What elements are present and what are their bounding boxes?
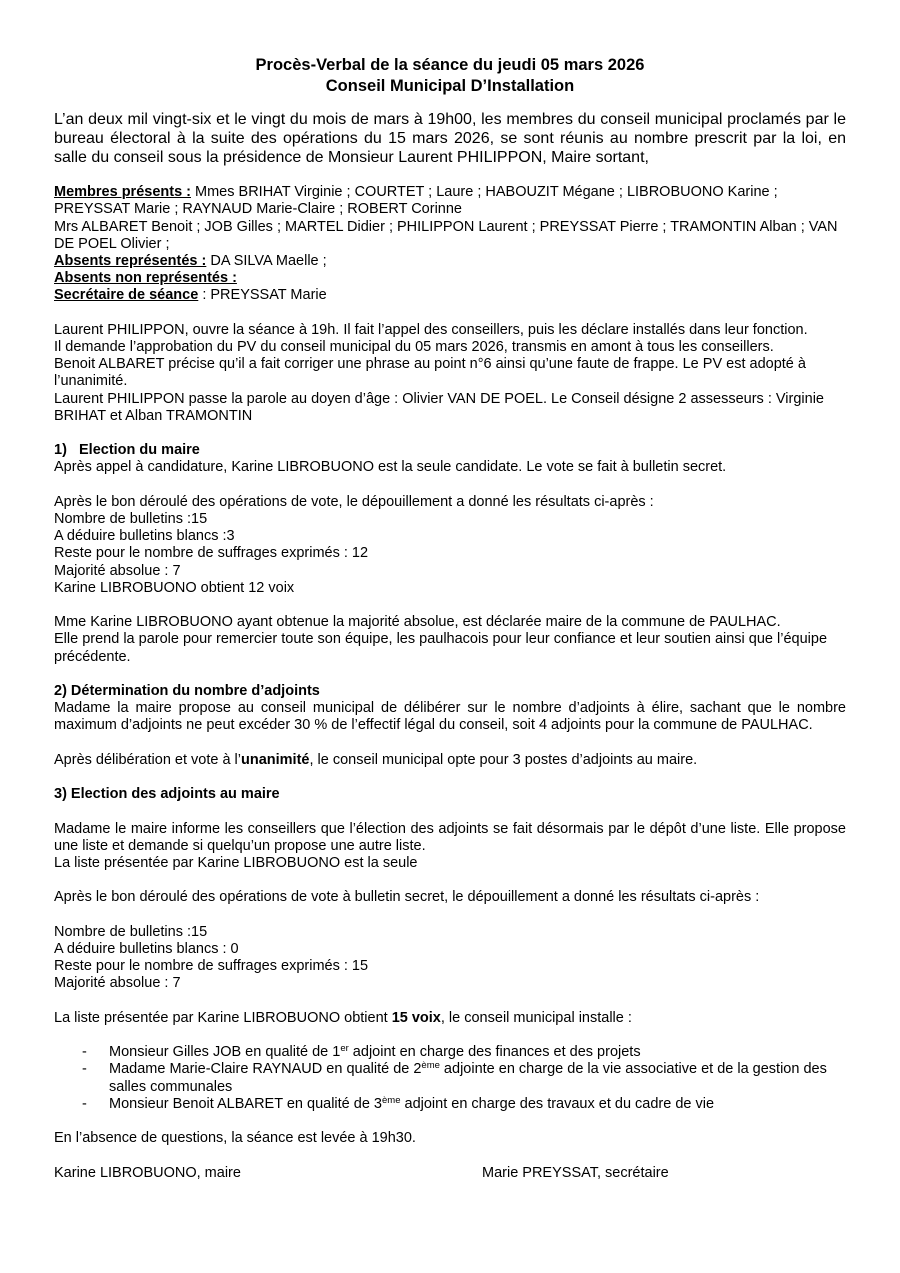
section-3-single-list: La liste présentée par Karine LIBROBUONO est la seule xyxy=(54,854,418,871)
represented-line xyxy=(54,253,846,270)
section-2-heading: 2) Détermination du nombre d’adjoints xyxy=(54,683,320,699)
section-1-candidacy: Après appel à candidature, Karine LIBROBUONO est la seule candidate. Le vote se fait à bulletin secret. xyxy=(54,459,727,476)
not-represented-line xyxy=(54,270,846,287)
section-1-title: Election du maire xyxy=(79,442,200,459)
intro-paragraph: L’an deux mil vingt-six et le vingt du mois de mars à 19h00, les membres du conseil municipal proclamés par le bureau électoral à la suite des opérations du 15 mars 2026, se sont réunis au nombre prescrit par la loi, en salle du conseil sous la présidence de Monsieur Laurent PHILIPPON, Maire sortant, xyxy=(54,111,846,166)
ordinal-suffix: ème xyxy=(382,1094,401,1106)
result-line: A déduire bulletins blancs :3 xyxy=(54,528,235,545)
opening-line-1: Laurent PHILIPPON, ouvre la séance à 19h. Il fait l’appel des conseillers, puis les déclare installés dans leur fonction. xyxy=(54,321,808,338)
secretary-line xyxy=(54,287,846,304)
signature-block xyxy=(54,1165,846,1182)
outcome-votes: 15 voix xyxy=(391,1009,441,1026)
not-represented-label: Absents non représentés : xyxy=(54,270,237,287)
present-men: Mrs ALBARET Benoit ; JOB Gilles ; MARTEL Didier ; PHILIPPON Laurent ; PREYSSAT Pierre ; TRAMONTIN Alban ; VAN DE POEL Olivier ; xyxy=(54,218,838,252)
section-1-thanks: Elle prend la parole pour remercier toute son équipe, les paulhacois pour leur confiance et leur soutien ainsi que l’équipe précédente. xyxy=(54,631,828,665)
section-1-number: 1) xyxy=(54,442,67,459)
section-2 xyxy=(54,683,846,769)
decision-text: Après délibération et vote à l’ xyxy=(54,751,241,768)
section-2-decision xyxy=(54,752,846,769)
result-line: A déduire bulletins blancs : 0 xyxy=(54,940,239,957)
page-title xyxy=(54,55,846,97)
title-line-1: Procès-Verbal de la séance du jeudi 05 mars 2026 xyxy=(255,56,645,74)
adjoint-role: adjointe en charge de la vie associative et de la gestion des salles communales xyxy=(109,1061,827,1095)
adjoint-text: Monsieur Gilles JOB en qualité de 1 xyxy=(109,1044,341,1061)
opening-line-4: Laurent PHILIPPON passe la parole au doyen d’âge : Olivier VAN DE POEL. Le Conseil désigne 2 assesseurs : Virginie BRIHAT et Alban TRAMONTIN xyxy=(54,390,824,424)
opening-line-2: Il demande l’approbation du PV du conseil municipal du 05 mars 2026, transmis en amont à tous les conseillers. xyxy=(54,339,774,355)
outcome-text-end: , le conseil municipal installe : xyxy=(440,1009,632,1026)
adjoint-role: adjoint en charge des finances et des projets xyxy=(348,1044,641,1061)
section-1-results-intro: Après le bon déroulé des opérations de vote, le dépouillement a donné les résultats ci-après : xyxy=(54,493,654,510)
represented-value: DA SILVA Maelle ; xyxy=(206,253,327,269)
present-label: Membres présents : xyxy=(54,184,191,201)
decision-emphasis: unanimité xyxy=(241,751,310,768)
adjoint-text: Monsieur Benoit ALBARET en qualité de 3 xyxy=(109,1095,382,1112)
section-3-results-intro: Après le bon déroulé des opérations de vote à bulletin secret, le dépouillement a donné les résultats ci-après : xyxy=(54,889,760,906)
outcome-text: La liste présentée par Karine LIBROBUONO obtient xyxy=(54,1009,392,1026)
ordinal-suffix: ème xyxy=(421,1060,440,1072)
section-3-heading: 3) Election des adjoints au maire xyxy=(54,786,280,803)
ordinal-suffix: er xyxy=(340,1043,349,1055)
secretary-value: : PREYSSAT Marie xyxy=(198,287,327,304)
dash-marker: - xyxy=(82,1044,87,1061)
document-page xyxy=(54,55,846,1182)
adjoints-list xyxy=(54,1044,846,1113)
attendance-block xyxy=(54,184,846,304)
present-women: Mmes BRIHAT Virginie ; COURTET ; Laure ; HABOUZIT Mégane ; LIBROBUONO Karine ; PREYSSAT Marie ; RAYNAUD Marie-Claire ; ROBERT Corinne xyxy=(54,184,778,218)
result-line: Reste pour le nombre de suffrages exprimés : 15 xyxy=(54,958,369,975)
title-line-2: Conseil Municipal D’Installation xyxy=(325,77,575,95)
dash-marker: - xyxy=(82,1061,87,1078)
section-3-outcome xyxy=(54,1010,846,1027)
section-1-heading xyxy=(54,442,846,459)
list-item xyxy=(54,1096,846,1113)
result-line: Majorité absolue : 7 xyxy=(54,975,181,992)
result-line: Reste pour le nombre de suffrages exprimés : 12 xyxy=(54,545,369,562)
section-3 xyxy=(54,786,846,1113)
represented-label: Absents représentés : xyxy=(54,253,207,269)
secretary-label: Secrétaire de séance xyxy=(54,287,199,304)
result-line: Karine LIBROBUONO obtient 12 voix xyxy=(54,579,295,596)
document-body xyxy=(54,167,846,1182)
result-line: Majorité absolue : 7 xyxy=(54,562,181,579)
dash-marker: - xyxy=(82,1095,87,1112)
section-3-info: Madame le maire informe les conseillers que l’élection des adjoints se fait désormais par le dépôt d’une liste. Elle propose une liste et demande si quelqu’un propose une autre liste. xyxy=(54,820,846,854)
adjoint-text: Madame Marie-Claire RAYNAUD en qualité de 2 xyxy=(109,1061,422,1078)
closing-line: En l’absence de questions, la séance est levée à 19h30. xyxy=(54,1130,416,1147)
present-women-line xyxy=(54,184,846,218)
mayor-signature: Karine LIBROBUONO, maire xyxy=(54,1164,241,1181)
result-line: Nombre de bulletins :15 xyxy=(54,511,208,527)
list-item xyxy=(54,1044,846,1061)
list-item xyxy=(54,1061,846,1095)
secretary-signature: Marie PREYSSAT, secrétaire xyxy=(482,1164,669,1181)
opening-block xyxy=(54,322,846,425)
decision-text-end: , le conseil municipal opte pour 3 postes d’adjoints au maire. xyxy=(309,751,698,768)
adjoint-role: adjoint en charge des travaux et du cadre de vie xyxy=(400,1095,715,1112)
section-1-declared: Mme Karine LIBROBUONO ayant obtenue la majorité absolue, est déclarée maire de la commune de PAULHAC. xyxy=(54,614,781,631)
opening-line-3: Benoit ALBARET précise qu’il a fait corriger une phrase au point n°6 ainsi qu’une faute de frappe. Le PV est adopté à l’unanimité. xyxy=(54,356,806,390)
section-1 xyxy=(54,442,846,666)
result-line: Nombre de bulletins :15 xyxy=(54,923,208,940)
section-2-proposal: Madame la maire propose au conseil municipal de délibérer sur le nombre d’adjoints à élire, sachant que le nombre maximum d’adjoints ne peut excéder 30 % de l’effectif légal du conseil, soit 4 adjoints pour la commune de PAULHAC. xyxy=(54,700,846,734)
